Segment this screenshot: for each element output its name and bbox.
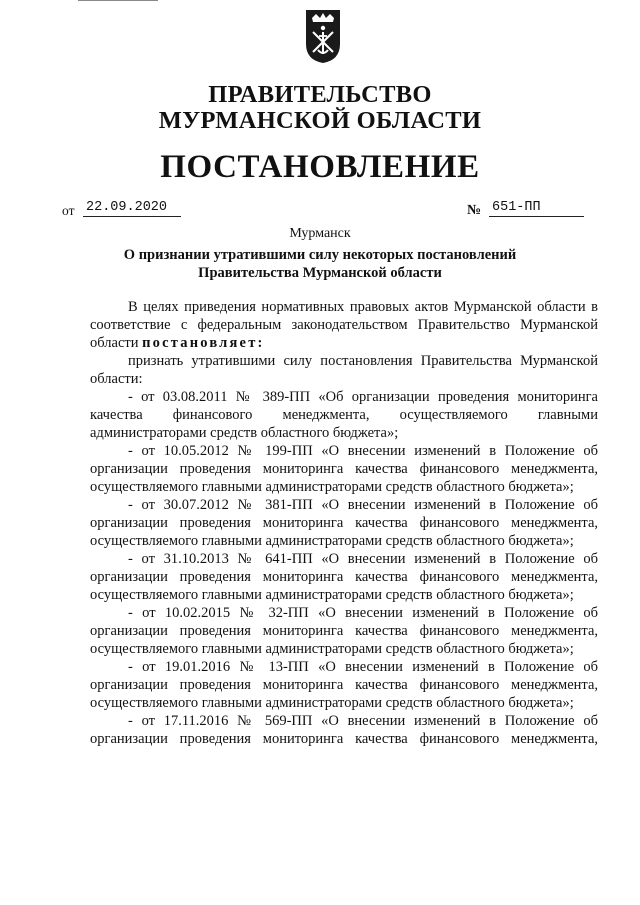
coat-of-arms-icon [304, 8, 342, 64]
number-label: № [467, 203, 482, 218]
organization-region: МУРМАНСКОЙ ОБЛАСТИ [158, 107, 482, 134]
title-line-2: Правительства Мурманской области [198, 265, 442, 281]
repealed-item: - от 19.01.2016 № 13-ПП «О внесении изменений в Положение об организации проведения мониторинга качества финансового менеджмента, осуществляемого главными администраторами средств областного бюджета»; [90, 659, 598, 711]
repealed-item: - от 31.10.2013 № 641-ПП «О внесении изменений в Положение об организации проведения мониторинга качества финансового менеджмента, осуществляемого главными администраторами средств областного бюджета»; [90, 551, 598, 603]
city: Мурманск [289, 226, 351, 241]
repealed-item: - от 03.08.2011 № 389-ПП «Об организации проведения мониторинга качества финансового менеджмента, осуществляемого главными администраторами средств областного бюджета»; [90, 389, 598, 441]
document-number: 651-ПП [489, 200, 584, 217]
title-line-1: О признании утратившими силу некоторых постановлений [123, 247, 517, 263]
decree-word: постановляет: [142, 335, 265, 351]
document-body [90, 298, 598, 748]
organization-name: ПРАВИТЕЛЬСТВО [208, 81, 432, 108]
intro-paragraph [90, 298, 598, 352]
document-title [0, 246, 640, 282]
document-date: 22.09.2020 [83, 200, 181, 217]
decision-paragraph: признать утратившими силу постановления Правительства Мурманской области: [90, 353, 598, 387]
intro-text: В целях приведения нормативных правовых актов Мурманской области в соответствие с федеральным законодательством Правительство Мурманской области [90, 299, 598, 351]
repealed-item: - от 10.02.2015 № 32-ПП «О внесении изменений в Положение об организации проведения мониторинга качества финансового менеджмента, осуществляемого главными администраторами средств областного бюджета»; [90, 605, 598, 657]
repealed-item: - от 30.07.2012 № 381-ПП «О внесении изменений в Положение об организации проведения мониторинга качества финансового менеджмента, осуществляемого главными администраторами средств областного бюджета»; [90, 497, 598, 549]
top-edge-line [78, 0, 158, 1]
repealed-item: - от 10.05.2012 № 199-ПП «О внесении изменений в Положение об организации проведения мониторинга качества финансового менеджмента, осуществляемого главными администраторами средств областного бюджета»; [90, 443, 598, 495]
document-type: ПОСТАНОВЛЕНИЕ [160, 149, 480, 185]
repealed-item: - от 17.11.2016 № 569-ПП «О внесении изменений в Положение об организации проведения мониторинга качества финансового менеджмента, [90, 713, 598, 747]
date-label: от [62, 203, 75, 218]
